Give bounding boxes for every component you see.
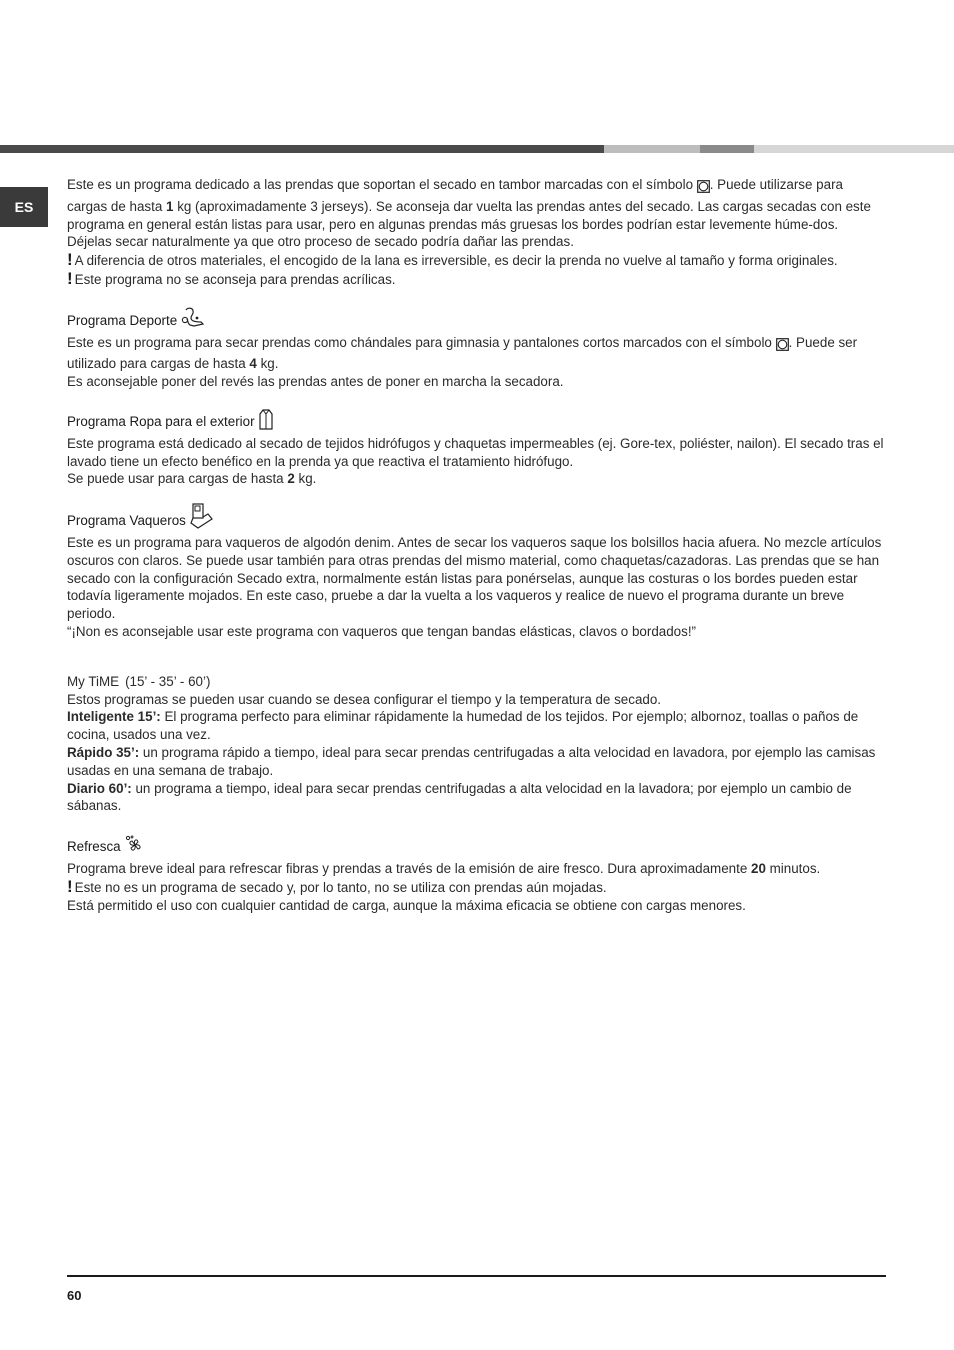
header-bar-light — [604, 145, 700, 153]
refresca-paragraph-2: Está permitido el uso con cualquier cantidad de carga, aunque la máxima eficacia se obtiene con cargas menores. — [67, 897, 746, 913]
exterior-heading: Programa Ropa para el exterior — [67, 409, 885, 435]
deporte-heading: Programa Deporte — [67, 307, 885, 334]
mytime-item: Inteligente 15’: El programa perfecto para eliminar rápidamente la humedad de los tejidos. Por ejemplo; albornoz, toallas o paños de cocina, usados una vez. — [67, 709, 859, 743]
warning-icon: ! — [67, 268, 73, 288]
header-bar-pale — [754, 145, 954, 153]
tumble-dry-symbol-icon — [697, 180, 710, 198]
footer-rule — [67, 1275, 886, 1277]
warning-icon: ! — [67, 876, 73, 896]
header-bar-mid — [700, 145, 754, 153]
exterior-paragraph-2: Se puede usar para cargas de hasta 2 kg. — [67, 471, 317, 487]
vaqueros-paragraph: Este es un programa para vaqueros de algodón denim. Antes de secar los vaqueros saque los bolsillos hacia afuera. No mezcle artículos oscuros con claros. Se puede usar también para otras prendas del mismo material, como chaquetas/cazadoras. Las prendas que se han secado con la configuración Secado extra, normalmente están listas para ponérselas, aunque las costuras o los bordes pueden estar todavía ligeramente mojados. En este caso, pruebe a dar la vuelta a los vaqueros y realice de nuevo el programa durante un breve periodo. — [67, 534, 882, 622]
main-content — [67, 176, 885, 914]
warning-icon: ! — [67, 250, 73, 270]
wool-paragraph: Este es un programa dedicado a las prendas que soportan el secado en tambor marcadas con el símbolo . Puede utilizarse para cargas de hasta 1 kg (aproximadamente 3 jerseys). Se aconseja dar vuelta las prendas antes del secado. Las cargas secadas con este programa en general están listas para usar, pero en algunas prendas más gruesas los bordes podrían estar levemente húme-dos. Déjelas secar naturalmente ya que otro proceso de secado podría dañar las prendas. — [67, 177, 871, 250]
fresh-air-fan-icon — [124, 835, 146, 860]
mytime-intro: Estos programas se pueden usar cuando se desea configurar el tiempo y la temperatura de secado. — [67, 691, 662, 707]
mytime-heading: My TiME (15’ - 35’ - 60’) — [67, 673, 211, 689]
page-number: 60 — [67, 1288, 82, 1303]
refresca-heading: Refresca — [67, 835, 885, 860]
refresca-paragraph: Programa breve ideal para refrescar fibras y prendas a través de la emisión de aire fresco. Dura aproximadamente 20 minutos. — [67, 860, 821, 876]
wool-warning-1: ! A diferencia de otros materiales, el encogido de la lana es irreversible, es decir la prenda no vuelve al tamaño y forma originales. — [67, 250, 838, 270]
vaqueros-quote: “¡Non es aconsejable usar este programa con vaqueros que tengan bandas elásticas, clavos o bordados!” — [67, 623, 696, 639]
jacket-icon — [258, 409, 274, 435]
header-bar-dark — [0, 145, 604, 153]
language-tab: ES — [0, 187, 48, 227]
tumble-dry-symbol-icon — [776, 338, 789, 356]
wool-warning-2: ! Este programa no se aconseja para prendas acrílicas. — [67, 268, 396, 288]
vaqueros-heading: Programa Vaqueros — [67, 503, 885, 534]
mytime-item: Diario 60’: un programa a tiempo, ideal para secar prendas centrifugadas a alta velocidad en la lavadora; por ejemplo un cambio de sábanas. — [67, 780, 852, 814]
refresca-warning: ! Este no es un programa de secado y, por lo tanto, no se utiliza con prendas aún mojadas. — [67, 876, 607, 896]
sport-shoe-icon — [181, 307, 205, 334]
jeans-icon — [190, 503, 214, 534]
exterior-paragraph-1: Este programa está dedicado al secado de tejidos hidrófugos y chaquetas impermeables (ej. Gore-tex, poliéster, nailon). El secado tras el lavado tiene un efecto benéfico en la prenda ya que reactiva el tratamiento hidrófugo. — [67, 435, 884, 469]
deporte-paragraph-1: Este es un programa para secar prendas como chándales para gimnasia y pantalones cortos marcados con el símbolo . Puede ser utilizado para cargas de hasta 4 kg. — [67, 334, 858, 372]
mytime-item: Rápido 35’: un programa rápido a tiempo, ideal para secar prendas centrifugadas a alta velocidad en lavadora, por ejemplo las camisas usadas en una semana de trabajo. — [67, 744, 876, 778]
deporte-paragraph-2: Es aconsejable poner del revés las prendas antes de poner en marcha la secadora. — [67, 374, 564, 390]
